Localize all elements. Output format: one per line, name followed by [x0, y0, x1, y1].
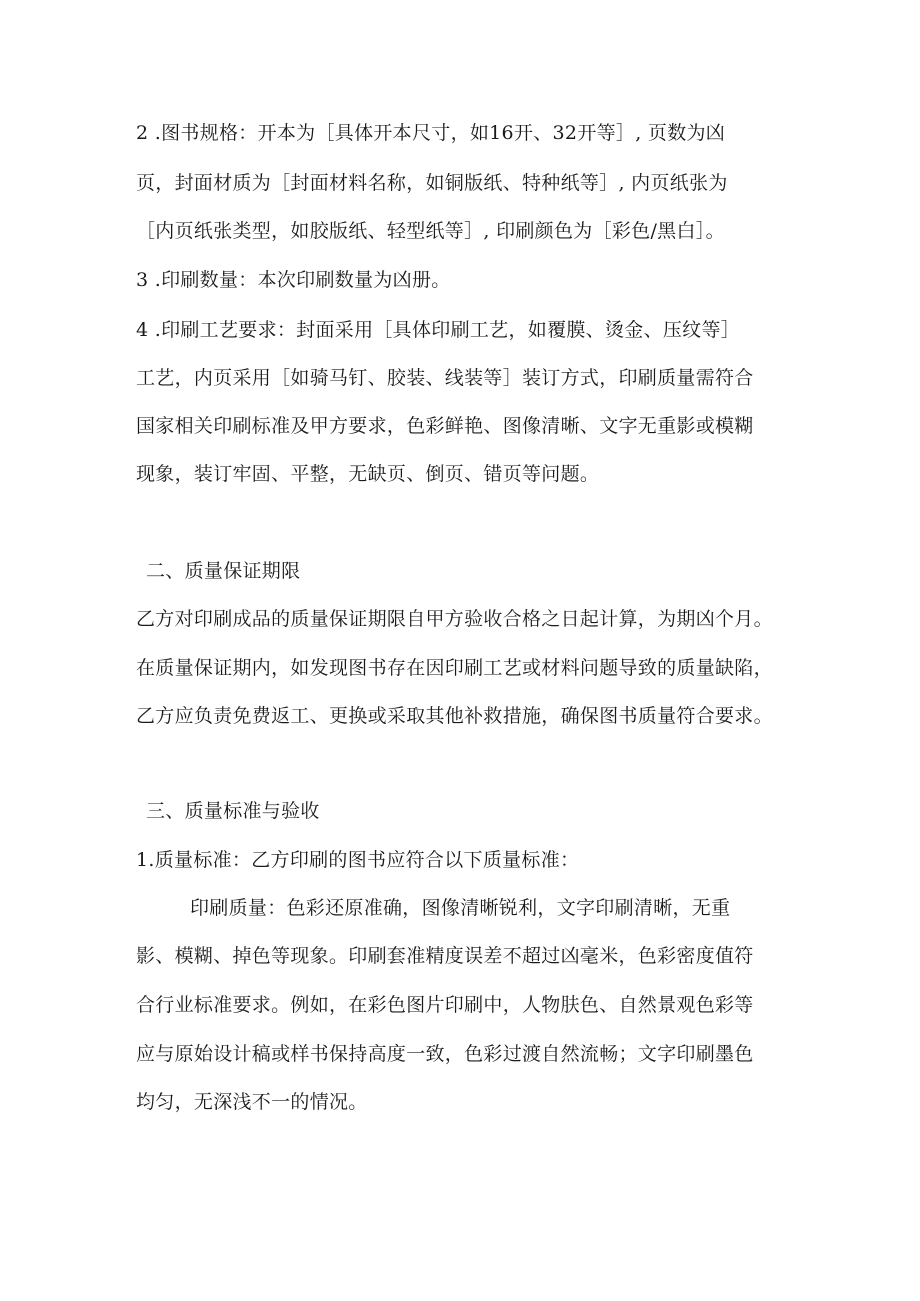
- spec-item-2-line-2: 页，封面材质为［封面材料名称，如铜版纸、特种纸等］, 内页纸张为: [136, 172, 728, 194]
- spec-item-2-line-3: ［内页纸张类型，如胶版纸、轻型纸等］, 印刷颜色为［彩色/黑白］。: [136, 220, 725, 242]
- spec-item-4-line-3: 国家相关印刷标准及甲方要求，色彩鲜艳、图像清晰、文字无重影或模糊: [136, 415, 754, 437]
- section-2-line-2: 在质量保证期内，如发现图书存在因印刷工艺或材料问题导致的质量缺陷，: [136, 657, 773, 679]
- section-2-line-1: 乙方对印刷成品的质量保证期限自甲方验收合格之日起计算，为期凶个月。: [136, 608, 773, 630]
- section-3-paragraph-line-3: 合行业标准要求。例如，在彩色图片印刷中，人物肤色、自然景观色彩等: [136, 994, 754, 1016]
- spec-item-2-line-1: 2 .图书规格：开本为［具体开本尺寸，如16开、32开等］, 页数为凶: [136, 122, 726, 144]
- spec-item-4-line-4: 现象，装订牢固、平整，无缺页、倒页、错页等问题。: [136, 463, 600, 485]
- spec-item-3: 3 .印刷数量：本次印刷数量为凶册。: [136, 269, 451, 291]
- section-2-heading: 二、质量保证期限: [146, 560, 301, 582]
- section-3-subheading: 1.质量标准：乙方印刷的图书应符合以下质量标准：: [136, 849, 580, 871]
- section-3-paragraph-line-2: 影、模糊、掉色等现象。印刷套准精度误差不超过凶毫米，色彩密度值符: [136, 945, 754, 967]
- section-3-paragraph-line-5: 均匀，无深浅不一的情况。: [136, 1091, 368, 1113]
- section-3-paragraph-line-1: 印刷质量：色彩还原准确，图像清晰锐利，文字印刷清晰，无重: [190, 897, 731, 919]
- section-2-line-3: 乙方应负责免费返工、更换或采取其他补救措施，确保图书质量符合要求。: [136, 705, 773, 727]
- section-3-paragraph-line-4: 应与原始设计稿或样书保持高度一致，色彩过渡自然流畅；文字印刷墨色: [136, 1043, 754, 1065]
- spec-item-4-line-1: 4 .印刷工艺要求：封面采用［具体印刷工艺，如覆膜、烫金、压纹等］: [136, 319, 741, 341]
- section-3-heading: 三、质量标准与验收: [146, 800, 320, 822]
- spec-item-4-line-2: 工艺，内页采用［如骑马钉、胶装、线装等］装订方式，印刷质量需符合: [136, 367, 754, 389]
